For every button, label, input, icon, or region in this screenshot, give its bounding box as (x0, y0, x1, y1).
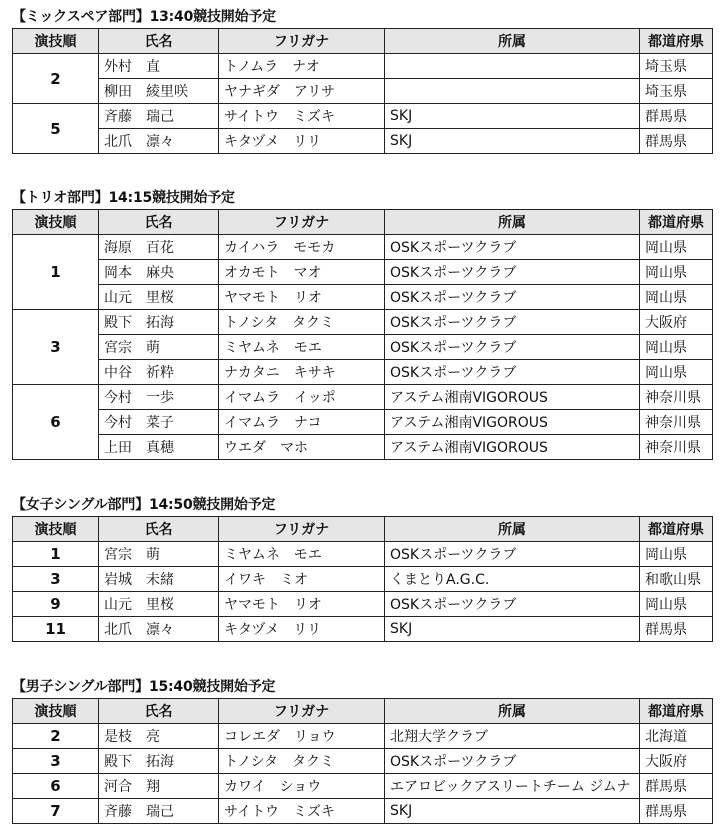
athlete-club (385, 79, 640, 104)
athlete-name: 上田 真穂 (99, 435, 219, 460)
athlete-kana: トノシタ タクミ (219, 310, 385, 335)
athlete-kana: ミヤムネ モエ (219, 542, 385, 567)
athlete-prefecture: 神奈川県 (640, 435, 713, 460)
table-row (13, 592, 713, 617)
athlete-kana: ウエダ マホ (219, 435, 385, 460)
athlete-kana: ヤマモト リオ (219, 592, 385, 617)
athlete-club: OSKスポーツクラブ (385, 592, 640, 617)
athlete-prefecture: 岡山県 (640, 592, 713, 617)
athlete-prefecture: 神奈川県 (640, 385, 713, 410)
table-row (13, 104, 713, 129)
athlete-kana: カイハラ モモカ (219, 235, 385, 260)
athlete-name: 今村 菜子 (99, 410, 219, 435)
pref-header: 都道府県 (640, 210, 713, 235)
athlete-name: 岡本 麻央 (99, 260, 219, 285)
athlete-prefecture: 和歌山県 (640, 567, 713, 592)
athlete-name: 山元 里桜 (99, 285, 219, 310)
athlete-name: 外村 直 (99, 54, 219, 79)
athlete-name: 斉藤 瑞己 (99, 799, 219, 824)
athlete-club: 北翔大学クラブ (385, 724, 640, 749)
section-title: 【ミックスペア部門】13:40競技開始予定 (12, 9, 276, 25)
athlete-kana: イマムラ ナコ (219, 410, 385, 435)
table-row (13, 54, 713, 79)
performance-order: 3 (13, 567, 99, 592)
athlete-name: 海原 百花 (99, 235, 219, 260)
order-header: 演技順 (13, 29, 99, 54)
club-header: 所属 (385, 210, 640, 235)
athlete-prefecture: 群馬県 (640, 799, 713, 824)
performance-order: 1 (13, 542, 99, 567)
performance-order: 11 (13, 617, 99, 642)
table-row (13, 235, 713, 260)
athlete-club: エアロビックアスリートチーム ジムナ (385, 774, 640, 799)
table-row (13, 129, 713, 154)
athlete-prefecture: 群馬県 (640, 129, 713, 154)
kana-header: フリガナ (219, 210, 385, 235)
event-section (12, 187, 712, 460)
athlete-kana: キタヅメ リリ (219, 617, 385, 642)
table-row (13, 435, 713, 460)
athlete-club: SKJ (385, 617, 640, 642)
athlete-prefecture: 北海道 (640, 724, 713, 749)
athlete-kana: サイトウ ミズキ (219, 799, 385, 824)
athlete-club: SKJ (385, 129, 640, 154)
table-row (13, 749, 713, 774)
kana-header: フリガナ (219, 699, 385, 724)
athlete-kana: イワキ ミオ (219, 567, 385, 592)
name-header: 氏名 (99, 210, 219, 235)
athlete-prefecture: 群馬県 (640, 774, 713, 799)
athlete-prefecture: 群馬県 (640, 617, 713, 642)
athlete-kana: ヤナギダ アリサ (219, 79, 385, 104)
athlete-club: OSKスポーツクラブ (385, 310, 640, 335)
athlete-name: 河合 翔 (99, 774, 219, 799)
pref-header: 都道府県 (640, 517, 713, 542)
event-section (12, 494, 712, 642)
athlete-prefecture: 大阪府 (640, 310, 713, 335)
entry-table (12, 698, 713, 824)
athlete-name: 是枝 亮 (99, 724, 219, 749)
athlete-prefecture: 神奈川県 (640, 410, 713, 435)
athlete-club: SKJ (385, 799, 640, 824)
performance-order: 2 (13, 724, 99, 749)
kana-header: フリガナ (219, 29, 385, 54)
event-section (12, 676, 712, 824)
athlete-club: OSKスポーツクラブ (385, 260, 640, 285)
table-row (13, 385, 713, 410)
athlete-name: 斉藤 瑞己 (99, 104, 219, 129)
performance-order: 1 (13, 235, 99, 310)
header-row (13, 29, 713, 54)
athlete-name: 岩城 未緒 (99, 567, 219, 592)
athlete-prefecture: 埼玉県 (640, 54, 713, 79)
header-row (13, 699, 713, 724)
athlete-club: OSKスポーツクラブ (385, 235, 640, 260)
athlete-name: 殿下 拓海 (99, 749, 219, 774)
athlete-club: アステム湘南VIGOROUS (385, 435, 640, 460)
athlete-prefecture: 岡山県 (640, 235, 713, 260)
performance-order: 6 (13, 774, 99, 799)
table-row (13, 285, 713, 310)
table-row (13, 360, 713, 385)
athlete-prefecture: 岡山県 (640, 335, 713, 360)
table-row (13, 310, 713, 335)
athlete-kana: オカモト マオ (219, 260, 385, 285)
athlete-club: OSKスポーツクラブ (385, 285, 640, 310)
athlete-name: 宮宗 萌 (99, 542, 219, 567)
athlete-prefecture: 大阪府 (640, 749, 713, 774)
table-row (13, 542, 713, 567)
athlete-club: アステム湘南VIGOROUS (385, 385, 640, 410)
athlete-name: 殿下 拓海 (99, 310, 219, 335)
performance-order: 3 (13, 749, 99, 774)
table-row (13, 410, 713, 435)
athlete-kana: コレエダ リョウ (219, 724, 385, 749)
pref-header: 都道府県 (640, 699, 713, 724)
table-row (13, 774, 713, 799)
athlete-kana: サイトウ ミズキ (219, 104, 385, 129)
athlete-name: 北爪 凛々 (99, 617, 219, 642)
name-header: 氏名 (99, 29, 219, 54)
athlete-club: SKJ (385, 104, 640, 129)
athlete-kana: ヤマモト リオ (219, 285, 385, 310)
athlete-kana: カワイ ショウ (219, 774, 385, 799)
athlete-club: OSKスポーツクラブ (385, 749, 640, 774)
section-title: 【男子シングル部門】15:40競技開始予定 (12, 679, 276, 695)
athlete-kana: トノシタ タクミ (219, 749, 385, 774)
athlete-club: OSKスポーツクラブ (385, 360, 640, 385)
athlete-club: アステム湘南VIGOROUS (385, 410, 640, 435)
order-header: 演技順 (13, 517, 99, 542)
athlete-name: 今村 一歩 (99, 385, 219, 410)
athlete-kana: トノムラ ナオ (219, 54, 385, 79)
athlete-name: 山元 里桜 (99, 592, 219, 617)
table-row (13, 799, 713, 824)
performance-order: 2 (13, 54, 99, 104)
athlete-kana: ミヤムネ モエ (219, 335, 385, 360)
pref-header: 都道府県 (640, 29, 713, 54)
table-row (13, 724, 713, 749)
athlete-kana: イマムラ イッポ (219, 385, 385, 410)
athlete-prefecture: 岡山県 (640, 360, 713, 385)
club-header: 所属 (385, 29, 640, 54)
table-row (13, 567, 713, 592)
athlete-prefecture: 岡山県 (640, 542, 713, 567)
entry-table (12, 209, 713, 460)
athlete-name: 宮宗 萌 (99, 335, 219, 360)
club-header: 所属 (385, 699, 640, 724)
athlete-prefecture: 埼玉県 (640, 79, 713, 104)
order-header: 演技順 (13, 210, 99, 235)
club-header: 所属 (385, 517, 640, 542)
table-row (13, 79, 713, 104)
performance-order: 6 (13, 385, 99, 460)
table-row (13, 335, 713, 360)
section-title: 【女子シングル部門】14:50競技開始予定 (12, 497, 276, 513)
name-header: 氏名 (99, 517, 219, 542)
entry-table (12, 28, 713, 154)
athlete-kana: ナカタニ キサキ (219, 360, 385, 385)
table-row (13, 260, 713, 285)
performance-order: 9 (13, 592, 99, 617)
event-section (12, 6, 712, 154)
athlete-prefecture: 岡山県 (640, 260, 713, 285)
header-row (13, 517, 713, 542)
name-header: 氏名 (99, 699, 219, 724)
header-row (13, 210, 713, 235)
athlete-club (385, 54, 640, 79)
entry-table (12, 516, 713, 642)
performance-order: 7 (13, 799, 99, 824)
athlete-club: OSKスポーツクラブ (385, 335, 640, 360)
athlete-kana: キタヅメ リリ (219, 129, 385, 154)
table-row (13, 617, 713, 642)
order-header: 演技順 (13, 699, 99, 724)
athlete-club: OSKスポーツクラブ (385, 542, 640, 567)
athlete-prefecture: 岡山県 (640, 285, 713, 310)
athlete-club: くまとりA.G.C. (385, 567, 640, 592)
athlete-name: 中谷 祈粋 (99, 360, 219, 385)
kana-header: フリガナ (219, 517, 385, 542)
performance-order: 3 (13, 310, 99, 385)
section-title: 【トリオ部門】14:15競技開始予定 (12, 190, 235, 206)
athlete-name: 柳田 綾里咲 (99, 79, 219, 104)
athlete-name: 北爪 凛々 (99, 129, 219, 154)
performance-order: 5 (13, 104, 99, 154)
athlete-prefecture: 群馬県 (640, 104, 713, 129)
